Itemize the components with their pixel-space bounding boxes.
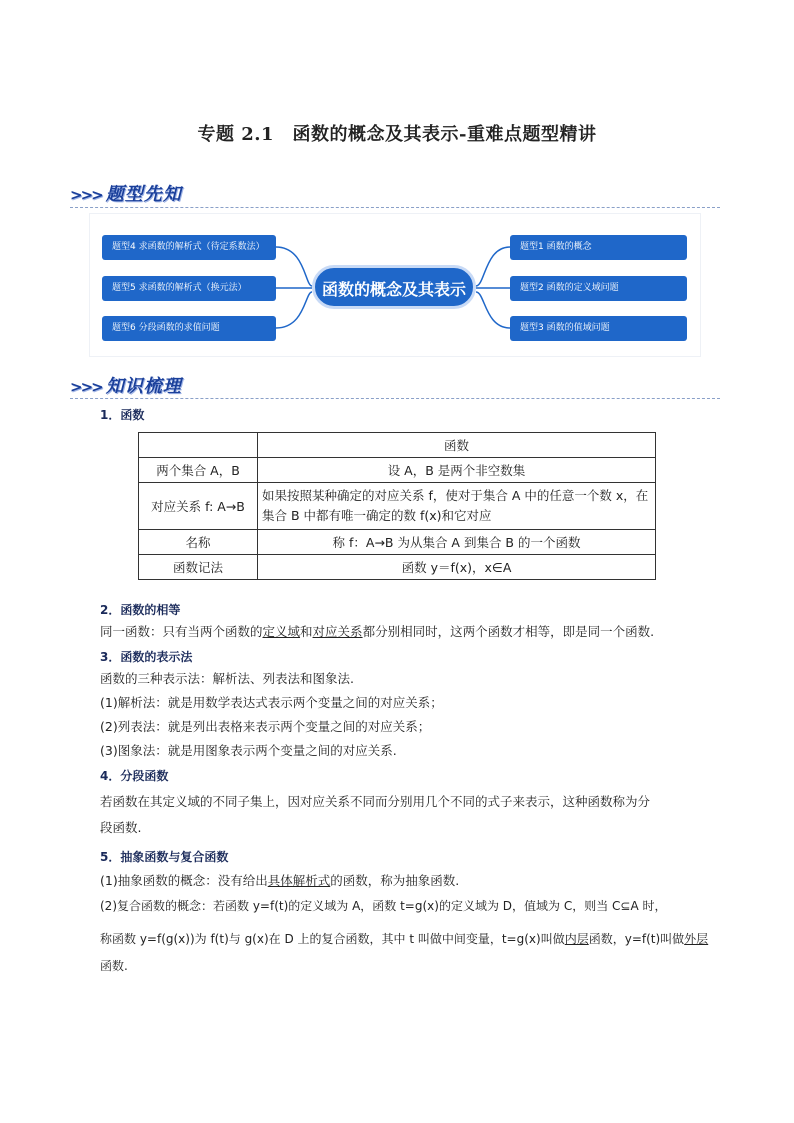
section-banner-knowledge [70,372,182,398]
divider [70,398,720,399]
mindmap-center: 函数的概念及其表示 [312,265,476,309]
paragraph: (2)列表法：就是列出表格来表示两个变量之间的对应关系； [100,719,431,734]
paragraph: (2)复合函数的概念：若函数 y=f(t)的定义域为 A，函数 t=g(x)的定义域为 D，值域为 C，则当 C⊆A 时， [100,899,667,913]
paragraph: (1)解析法：就是用数学表达式表示两个变量之间的对应关系； [100,695,443,710]
underlined-term: 具体解析式 [267,873,331,888]
text: 函数，y=f(t)叫做 [588,932,685,946]
table-cell: 称 f：A→B 为从集合 A 到集合 B 的一个函数 [258,530,656,555]
text: 和 [300,624,313,639]
section-banner-question-types [70,180,182,206]
underlined-term: 定义域 [262,624,301,639]
underlined-term: 对应关系 [312,624,363,639]
paragraph [100,930,708,948]
table-cell: 名称 [139,530,258,555]
text: 同一函数：只有当两个函数的 [100,624,263,639]
paragraph [100,872,459,890]
underlined-term: 内层 [564,932,589,946]
table-row [139,483,656,530]
paragraph: 函数的三种表示法：解析法、列表法和图象法. [100,671,354,686]
paragraph: (3)图象法：就是用图象表示两个变量之间的对应关系. [100,743,397,758]
section-heading-2: 2．函数的相等 [100,603,181,617]
function-table [138,432,656,580]
table-cell: 对应关系 f: A→B [139,483,258,530]
table-row [139,433,656,458]
text: 都分别相同时，这两个函数才相等，即是同一个函数. [362,624,655,639]
mindmap-node-type3: 题型3 函数的值域问题 [510,316,687,341]
table-cell: 函数记法 [139,555,258,580]
mindmap-node-type2: 题型2 函数的定义域问题 [510,276,687,301]
paragraph: 函数. [100,959,128,973]
table-header: 函数 [258,433,656,458]
text: 称函数 y=f(g(x))为 f(t)与 g(x)在 D 上的复合函数，其中 t 叫做中间变量，t=g(x)叫做 [100,932,565,946]
banner-label: 知识梳理 [105,376,182,397]
table-cell: 设 A，B 是两个非空数集 [258,458,656,483]
table-cell: 函数 y＝f(x)，x∈A [258,555,656,580]
banner-label: 题型先知 [105,184,182,205]
table-row [139,555,656,580]
paragraph [100,623,654,641]
paragraph: 段函数. [100,820,142,835]
section-heading-4: 4．分段函数 [100,769,169,783]
divider [70,207,720,208]
table-cell: 两个集合 A，B [139,458,258,483]
table-cell: 如果按照某种确定的对应关系 f，使对于集合 A 中的任意一个数 x，在集合 B 中都有唯一确定的数 f(x)和它对应 [258,483,656,530]
triple-chevron-icon: >>> [70,378,102,396]
mindmap-node-type4: 题型4 求函数的解析式（待定系数法） [102,235,276,260]
mindmap-node-type1: 题型1 函数的概念 [510,235,687,260]
text: (1)抽象函数的概念：没有给出 [100,873,268,888]
mindmap-node-type5: 题型5 求函数的解析式（换元法） [102,276,276,301]
page-title: 专题 2.1 函数的概念及其表示-重难点题型精讲 [197,124,597,145]
underlined-term: 外层 [684,932,709,946]
section-heading-1: 1．函数 [100,408,145,422]
mindmap-node-type6: 题型6 分段函数的求值问题 [102,316,276,341]
section-heading-3: 3．函数的表示法 [100,650,193,664]
paragraph: 若函数在其定义域的不同子集上，因对应关系不同而分别用几个不同的式子来表示，这种函数称为分 [100,794,651,809]
text: 的函数，称为抽象函数. [330,873,460,888]
table-row [139,530,656,555]
table-row [139,458,656,483]
triple-chevron-icon: >>> [70,186,102,204]
table-cell [139,433,258,458]
section-heading-5: 5．抽象函数与复合函数 [100,850,229,864]
